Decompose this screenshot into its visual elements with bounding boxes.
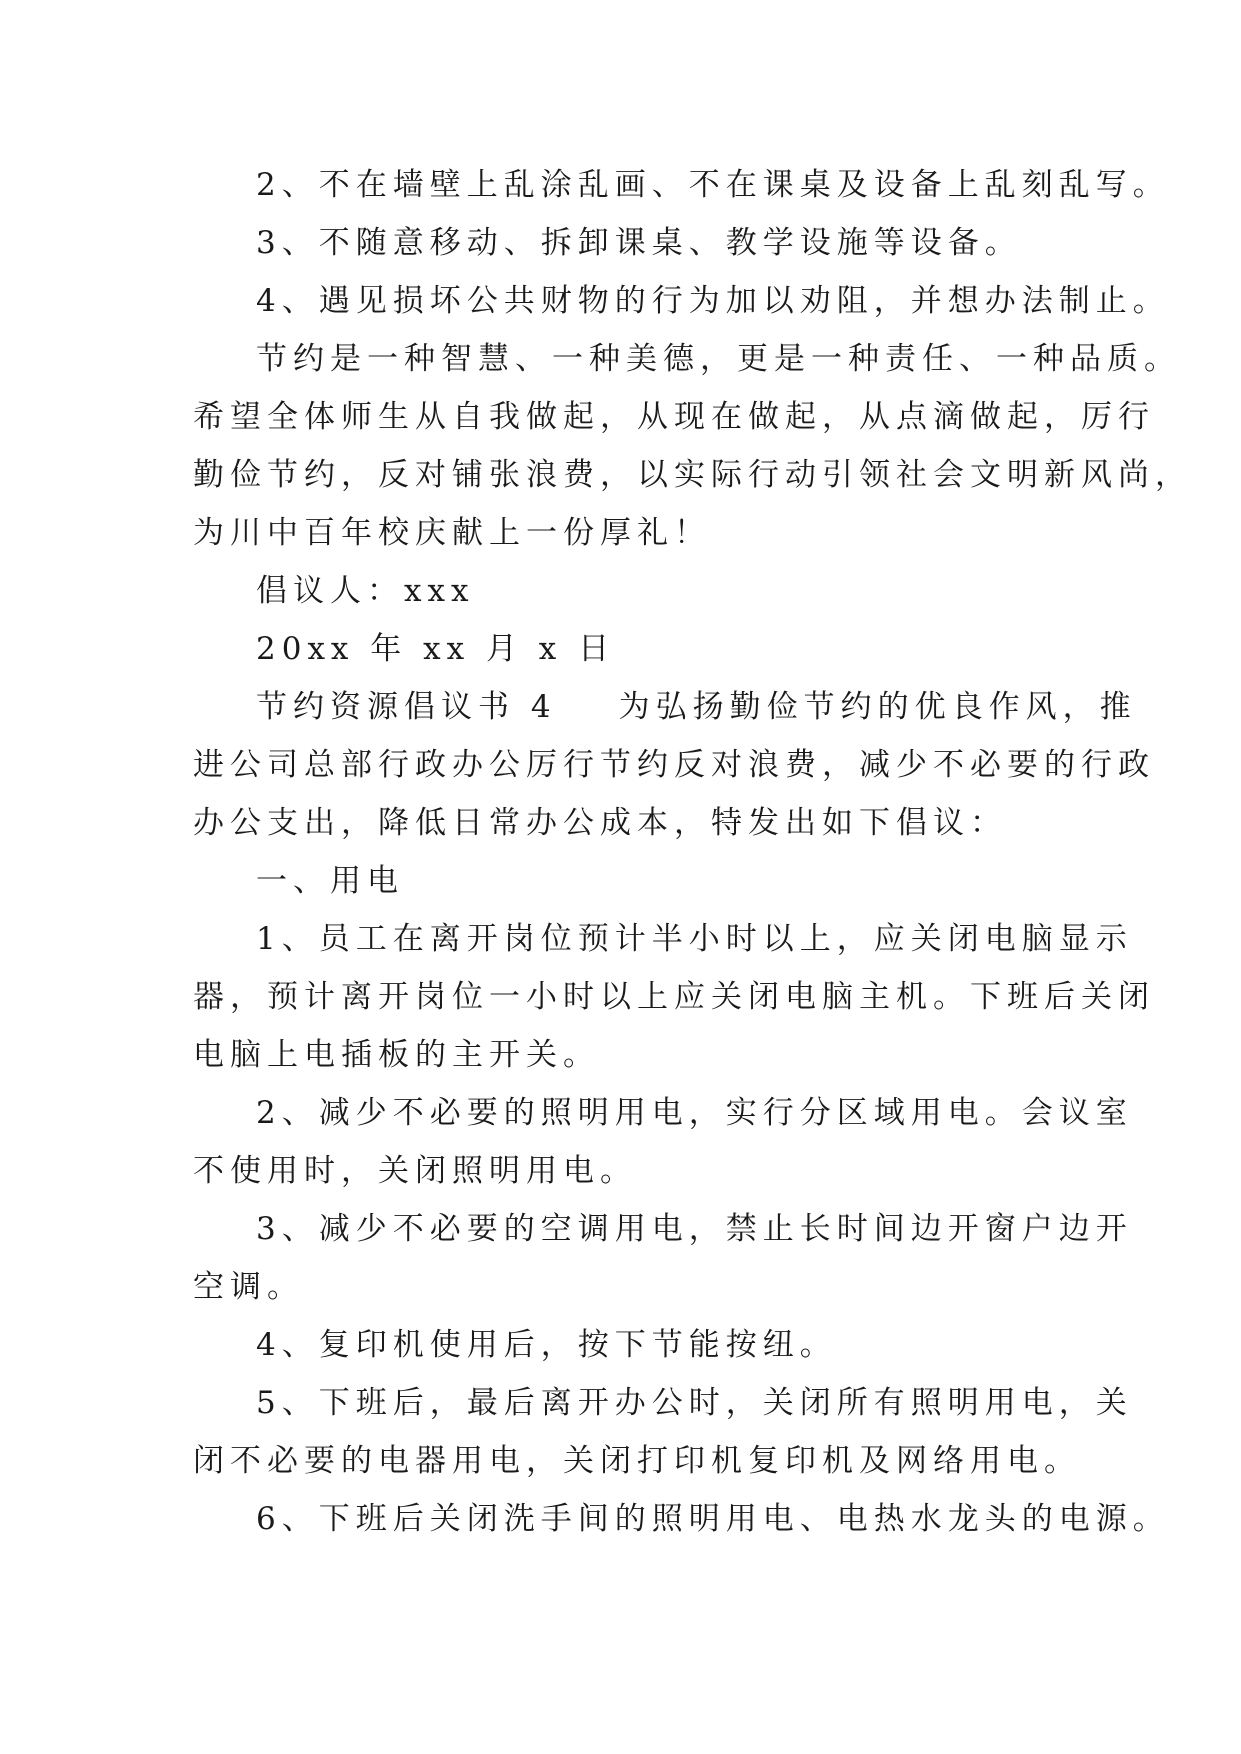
paragraph-line: 2、减少不必要的照明用电，实行分区域用电。会议室 — [256, 1095, 1133, 1131]
paragraph-line: 4、遇见损坏公共财物的行为加以劝阻，并想办法制止。 — [256, 283, 1170, 319]
paragraph-line: 2、不在墙壁上乱涂乱画、不在课桌及设备上乱刻乱写。 — [256, 167, 1170, 203]
paragraph-line: 3、不随意移动、拆卸课桌、教学设施等设备。 — [256, 225, 1022, 261]
paragraph-line: 为川中百年校庆献上一份厚礼！ — [193, 515, 711, 551]
date-line: 20xx 年 xx 月 x 日 — [256, 631, 616, 667]
paragraph-line: 不使用时，关闭照明用电。 — [193, 1153, 637, 1189]
section-title: 节约资源倡议书 4 — [256, 689, 557, 725]
paragraph-line: 希望全体师生从自我做起，从现在做起，从点滴做起，厉行 — [193, 399, 1155, 435]
paragraph-line: 5、下班后，最后离开办公时，关闭所有照明用电，关 — [256, 1385, 1133, 1421]
paragraph-line: 6、下班后关闭洗手间的照明用电、电热水龙头的电源。 — [256, 1501, 1170, 1537]
paragraph-line: 进公司总部行政办公厉行节约反对浪费，减少不必要的行政 — [193, 747, 1155, 783]
signature-line: 倡议人：xxx — [256, 573, 475, 609]
paragraph-line: 3、减少不必要的空调用电，禁止长时间边开窗户边开 — [256, 1211, 1133, 1247]
paragraph-line: 办公支出，降低日常办公成本，特发出如下倡议： — [193, 805, 1007, 841]
paragraph-line: 空调。 — [193, 1269, 304, 1305]
paragraph-start: 为弘扬勤俭节约的优良作风，推 — [618, 689, 1137, 725]
paragraph-line: 1、员工在离开岗位预计半小时以上，应关闭电脑显示 — [256, 921, 1133, 957]
paragraph-line: 器，预计离开岗位一小时以上应关闭电脑主机。下班后关闭 — [193, 979, 1155, 1015]
paragraph-line: 4、复印机使用后，按下节能按纽。 — [256, 1327, 837, 1363]
section-title-line — [256, 685, 1137, 729]
paragraph-line: 电脑上电插板的主开关。 — [193, 1037, 600, 1073]
paragraph-line: 节约是一种智慧、一种美德，更是一种责任、一种品质。 — [256, 341, 1181, 377]
subheading: 一、用电 — [256, 863, 404, 899]
paragraph-line: 勤俭节约，反对铺张浪费，以实际行动引领社会文明新风尚， — [193, 457, 1192, 493]
paragraph-line: 闭不必要的电器用电，关闭打印机复印机及网络用电。 — [193, 1443, 1081, 1479]
